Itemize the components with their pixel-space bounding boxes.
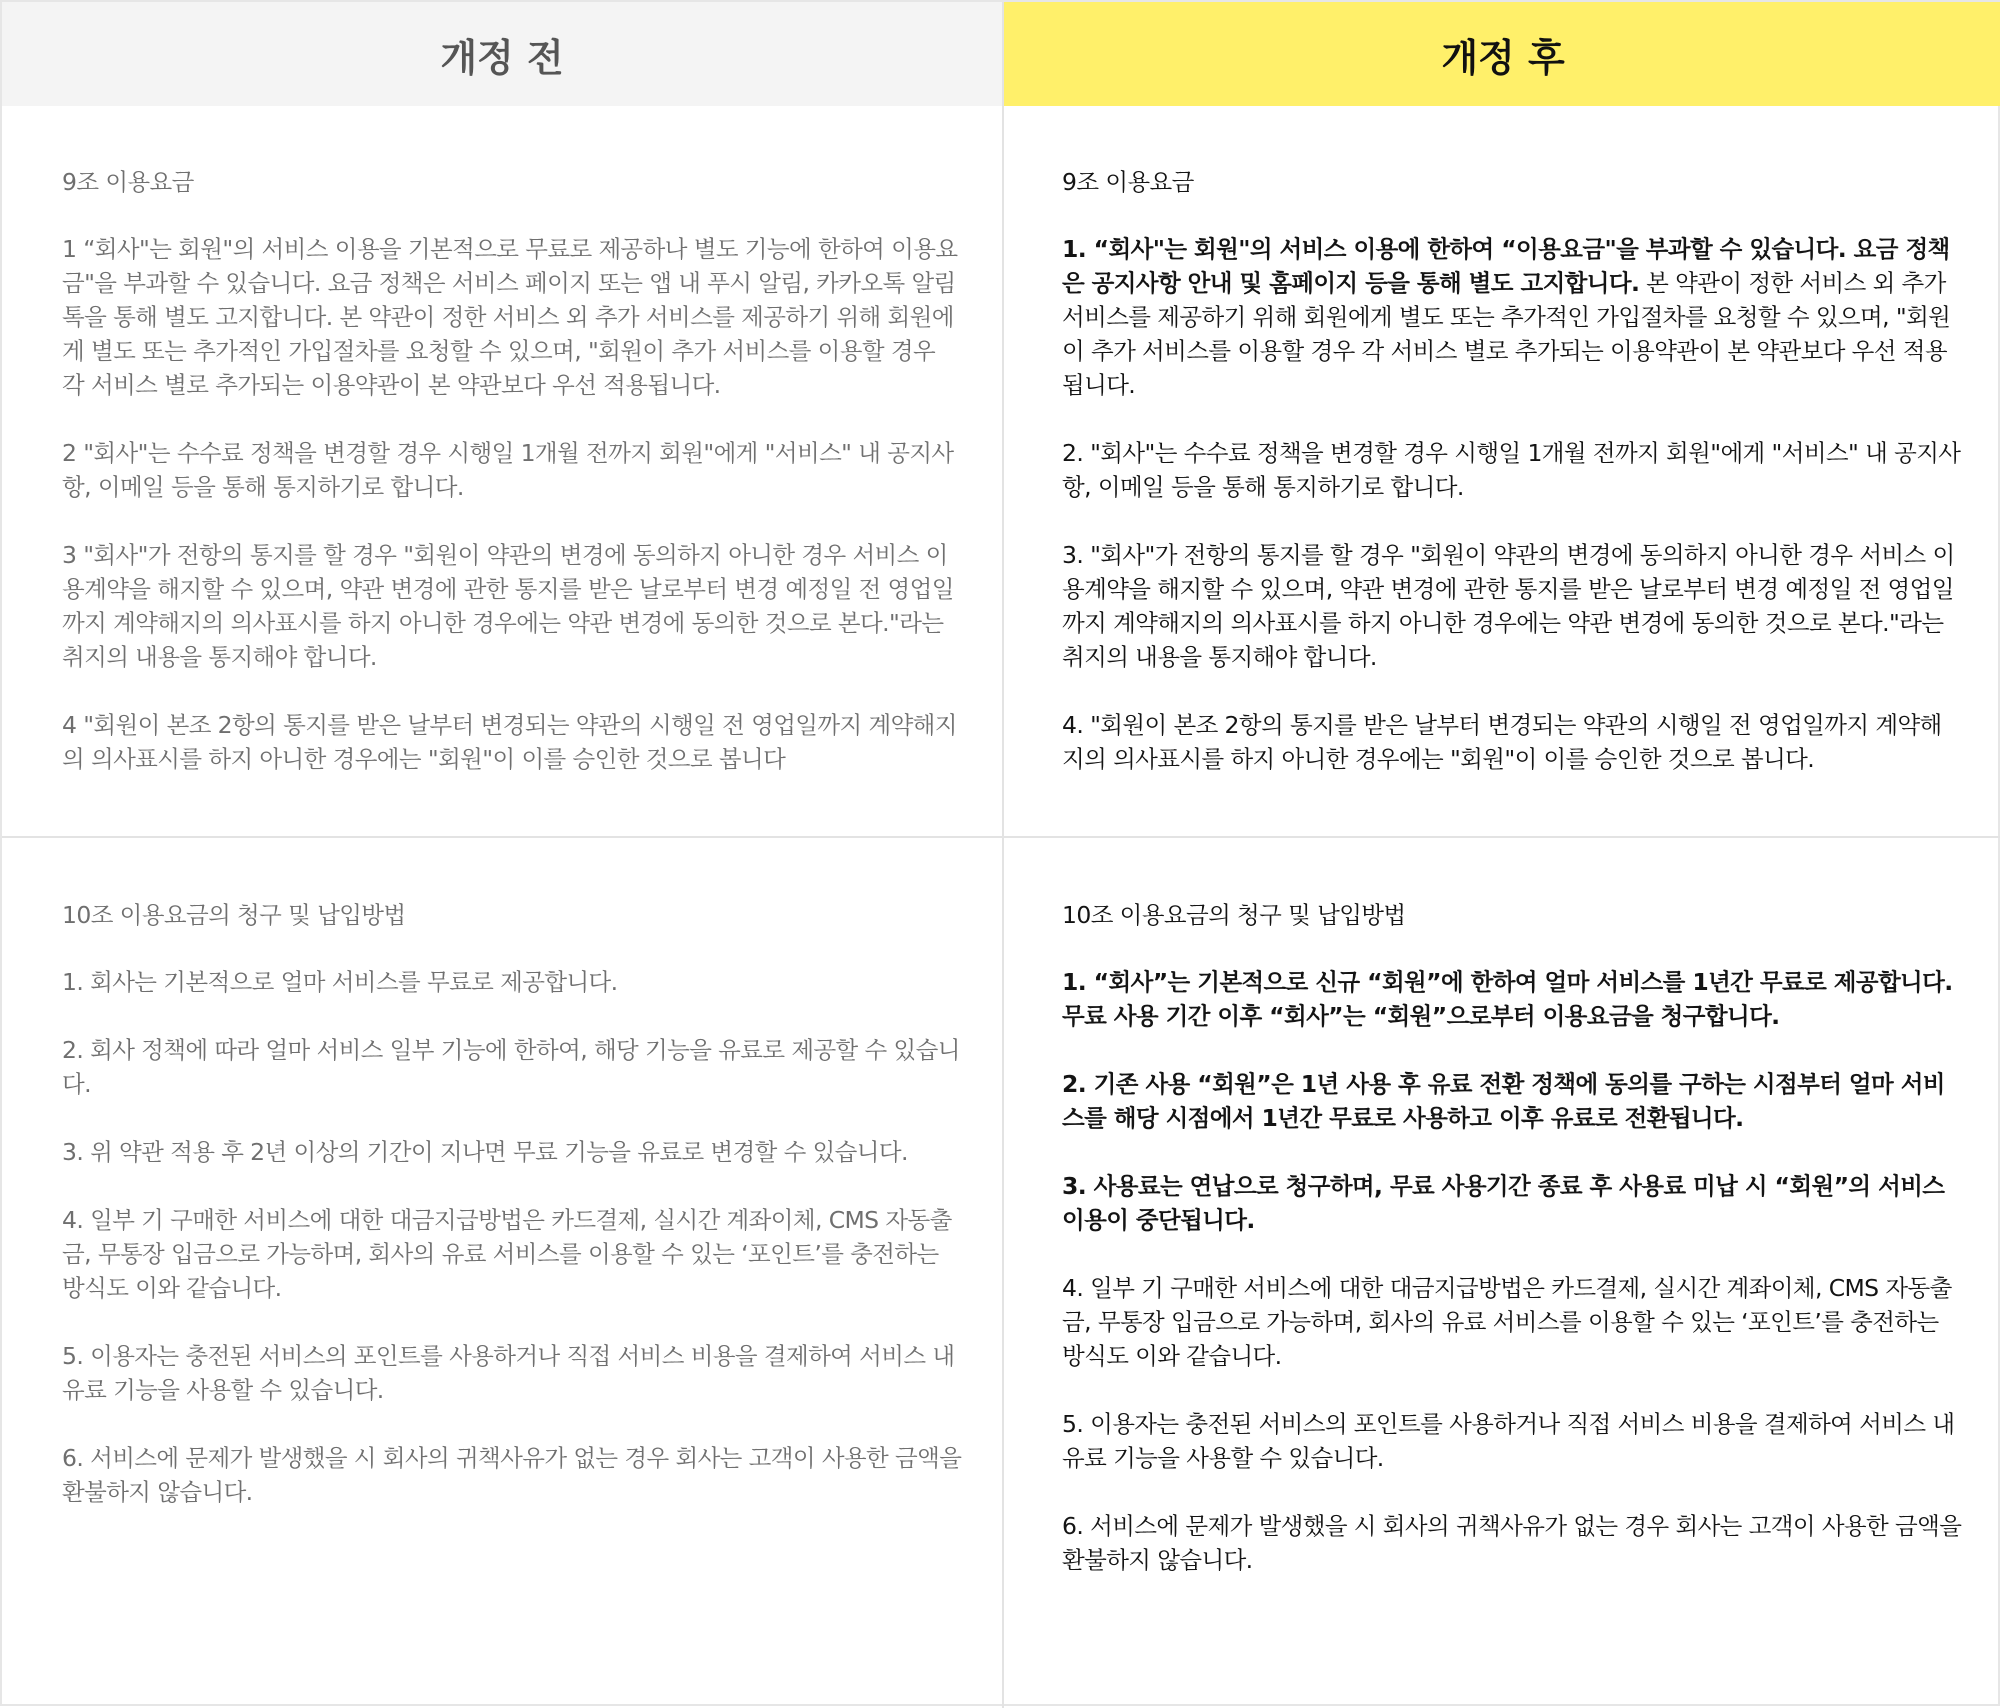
clause-2 <box>1062 1067 1962 1135</box>
clause-1-unchanged: 본 약관이 정한 서비스 외 추가 서비스를 제공하기 위해 회원에게 별도 또는 추가적인 가입절차를 요청할 수 있으며, "회원이 추가 서비스를 이용할 경우 각 서비스 별로 추가되는 이용약관이 본 약관보다 우선 적용됩니다. <box>1062 269 1951 399</box>
clause-6: 6. 서비스에 문제가 발생했을 시 회사의 귀책사유가 없는 경우 회사는 고객이 사용한 금액을 환불하지 않습니다. <box>62 1444 962 1506</box>
header-after: 개정 후 <box>1004 2 2000 106</box>
clause-2-amended: 2. 기존 사용 “회원”은 1년 사용 후 유료 전환 정책에 동의를 구하는 시점부터 얼마 서비스를 해당 시점에서 1년간 무료로 사용하고 이후 유료로 전환됩니다. <box>1062 1070 1945 1132</box>
header-before: 개정 전 <box>2 2 1002 106</box>
clause-5: 5. 이용자는 충전된 서비스의 포인트를 사용하거나 직접 서비스 비용을 결제하여 서비스 내 유료 기능을 사용할 수 있습니다. <box>62 1342 955 1404</box>
clause-1 <box>1062 232 1962 402</box>
clause-4: 4. 일부 기 구매한 서비스에 대한 대금지급방법은 카드결제, 실시간 계좌이체, CMS 자동출금, 무통장 입금으로 가능하며, 회사의 유료 서비스를 이용할 수 있는 ‘포인트’를 충전하는 방식도 이와 같습니다. <box>1062 1274 1952 1370</box>
clause-3: 3. "회사"가 전항의 통지를 할 경우 "회원이 약관의 변경에 동의하지 아니한 경우 서비스 이용계약을 해지할 수 있으며, 약관 변경에 관한 통지를 받은 날로부터 변경 예정일 전 영업일까지 계약해지의 의사표시를 하지 아니한 경우에는 약관 변경에 동의한 것으로 본다."라는 취지의 내용을 통지해야 합니다. <box>1062 541 1955 671</box>
clause-5: 5. 이용자는 충전된 서비스의 포인트를 사용하거나 직접 서비스 비용을 결제하여 서비스 내 유료 기능을 사용할 수 있습니다. <box>1062 1410 1955 1472</box>
clause-1: 1 “회사"는 회원"의 서비스 이용을 기본적으로 무료로 제공하나 별도 기능에 한하여 이용요금"을 부과할 수 있습니다. 요금 정책은 서비스 페이지 또는 앱 내 푸시 알림, 카카오톡 알림톡을 통해 별도 고지합니다. 본 약관이 정한 서비스 외 추가 서비스를 제공하기 위해 회원에게 별도 또는 추가적인 가입절차를 요청할 수 있으며, "회원이 추가 서비스를 이용할 경우 각 서비스 별로 추가되는 이용약관이 본 약관보다 우선 적용됩니다. <box>62 235 958 399</box>
clause-4: 4. "회원이 본조 2항의 통지를 받은 날부터 변경되는 약관의 시행일 전 영업일까지 계약해지의 의사표시를 하지 아니한 경우에는 "회원"이 이를 승인한 것으로 봅니다. <box>1062 711 1942 773</box>
clause-2: 2. "회사"는 수수료 정책을 변경할 경우 시행일 1개월 전까지 회원"에게 "서비스" 내 공지사항, 이메일 등을 통해 통지하기로 합니다. <box>1062 439 1961 501</box>
before-article-10 <box>62 898 962 1543</box>
article-title: 9조 이용요금 <box>62 168 194 196</box>
clause-3 <box>1062 1169 1962 1237</box>
clause-2: 2 "회사"는 수수료 정책을 변경할 경우 시행일 1개월 전까지 회원"에게 "서비스" 내 공지사항, 이메일 등을 통해 통지하기로 합니다. <box>62 439 954 501</box>
after-article-9 <box>1062 165 1962 810</box>
column-divider <box>1002 2 1004 1708</box>
row-divider <box>2 836 2000 838</box>
clause-3: 3. 위 약관 적용 후 2년 이상의 기간이 지나면 무료 기능을 유료로 변경할 수 있습니다. <box>62 1138 908 1166</box>
clause-4: 4 "회원이 본조 2항의 통지를 받은 날부터 변경되는 약관의 시행일 전 영업일까지 계약해지의 의사표시를 하지 아니한 경우에는 "회원"이 이를 승인한 것으로 봅니다 <box>62 711 957 773</box>
clause-3: 3 "회사"가 전항의 통지를 할 경우 "회원이 약관의 변경에 동의하지 아니한 경우 서비스 이용계약을 해지할 수 있으며, 약관 변경에 관한 통지를 받은 날로부터 변경 예정일 전 영업일까지 계약해지의 의사표시를 하지 아니한 경우에는 약관 변경에 동의한 것으로 본다."라는 취지의 내용을 통지해야 합니다. <box>62 541 954 671</box>
clause-2: 2. 회사 정책에 따라 얼마 서비스 일부 기능에 한하여, 해당 기능을 유료로 제공할 수 있습니다. <box>62 1036 960 1098</box>
clause-3-amended: 3. 사용료는 연납으로 청구하며, 무료 사용기간 종료 후 사용료 미납 시 “회원”의 서비스 이용이 중단됩니다. <box>1062 1172 1945 1234</box>
clause-1-amended: 1. “회사"는 회원"의 서비스 이용에 한하여 “이용요금"을 부과할 수 있습니다. 요금 정책은 공지사항 안내 및 홈페이지 등을 통해 별도 고지합니다. <box>1062 235 1950 297</box>
clause-4: 4. 일부 기 구매한 서비스에 대한 대금지급방법은 카드결제, 실시간 계좌이체, CMS 자동출금, 무통장 입금으로 가능하며, 회사의 유료 서비스를 이용할 수 있는 ‘포인트’를 충전하는 방식도 이와 같습니다. <box>62 1206 952 1302</box>
clause-1 <box>1062 965 1962 1033</box>
article-title: 10조 이용요금의 청구 및 납입방법 <box>1062 901 1406 929</box>
article-title: 9조 이용요금 <box>1062 168 1194 196</box>
clause-1: 1. 회사는 기본적으로 얼마 서비스를 무료로 제공합니다. <box>62 968 618 996</box>
article-title: 10조 이용요금의 청구 및 납입방법 <box>62 901 406 929</box>
clause-1-amended: 1. “회사”는 기본적으로 신규 “회원”에 한하여 얼마 서비스를 1년간 무료로 제공합니다. 무료 사용 기간 이후 “회사”는 “회원”으로부터 이용요금을 청구합니다. <box>1062 968 1953 1030</box>
before-article-9 <box>62 165 962 810</box>
clause-6: 6. 서비스에 문제가 발생했을 시 회사의 귀책사유가 없는 경우 회사는 고객이 사용한 금액을 환불하지 않습니다. <box>1062 1512 1962 1574</box>
after-article-10 <box>1062 898 1962 1611</box>
